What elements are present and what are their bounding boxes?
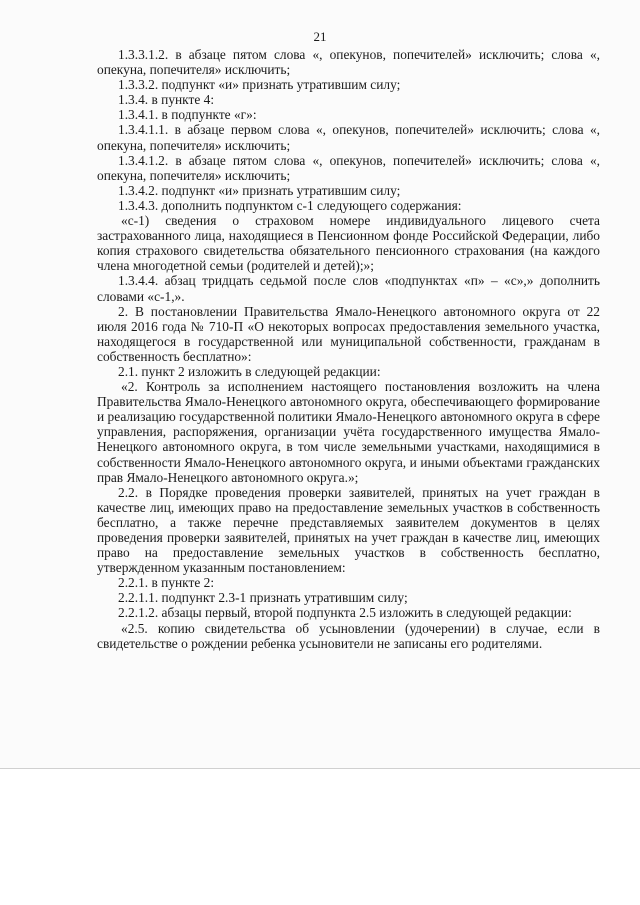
paragraph: 2.2.1.2. абзацы первый, второй подпункта 2.5 изложить в следующей редакции: xyxy=(118,605,572,621)
paragraph: 1.3.4.1.1. в абзаце первом слова «, опекунов, попечителей» исключить; слова «, опекуна, попечителя» исключить; xyxy=(97,122,600,153)
document-body xyxy=(97,47,600,651)
paragraph: 1.3.4. в пункте 4: xyxy=(118,92,215,108)
paragraph: 1.3.3.1.2. в абзаце пятом слова «, опекунов, попечителей» исключить; слова «, опекуна, попечителя» исключить; xyxy=(97,47,600,78)
paragraph: 1.3.3.2. подпункт «и» признать утратившим силу; xyxy=(118,77,401,93)
paragraph: 2.2.1. в пункте 2: xyxy=(118,575,215,591)
paragraph: 1.3.4.1. в подпункте «г»: xyxy=(118,107,257,123)
page-number: 21 xyxy=(313,29,327,44)
paragraph: 2. В постановлении Правительства Ямало-Ненецкого автономного округа от 22 июля 2016 года № 710-П «О некоторых вопросах предоставления земельного участка, находящегося в государственной или муниципальной собственности, гражданам в собственность бесплатно»: xyxy=(97,303,600,364)
quoted-paragraph: «с-1) сведения о страховом номере индивидуального лицевого счета застрахованного лица, находящиеся в Пенсионном фонде Российской Федерации, либо копия страхового свидетельства обязательного пенсионного страхования (на каждого члена многодетной семьи (родителей и детей);»; xyxy=(97,213,600,274)
paragraph: 2.2. в Порядке проведения проверки заявителей, принятых на учет граждан в качестве лиц, имеющих право на предоставление земельных участков в собственность бесплатно, а также перечне представляемых заявителем документов в целях проведения проверки заявителей, принятых на учет граждан в качестве лиц, имеющих право на предоставление земельных участков в собственность бесплатно, утвержденном указанным постановлением: xyxy=(97,484,600,576)
quoted-paragraph: «2. Контроль за исполнением настоящего постановления возложить на члена Правительства Ямало-Ненецкого автономного округа, обеспечивающего формирование и реализацию государственной политики Ямало-Ненецкого автономного округа в сфере управления, распоряжения, организации учёта государственного имущества Ямало-Ненецкого автономного округа, в том числе земельными участками, находящимися в собственности Ямало-Ненецкого автономного округа, и иными объектами гражданских прав Ямало-Ненецкого автономного округа.»; xyxy=(97,379,600,485)
paragraph: 1.3.4.4. абзац тридцать седьмой после слов «подпунктах «п» – «с»,» дополнить словами «с-1,». xyxy=(97,273,600,304)
quoted-paragraph: «2.5. копию свидетельства об усыновлении (удочерении) в случае, если в свидетельстве о рождении ребенка усыновители не записаны его родителями. xyxy=(97,620,600,651)
paragraph: 2.2.1.1. подпункт 2.3-1 признать утратившим силу; xyxy=(118,590,408,606)
paragraph: 2.1. пункт 2 изложить в следующей редакции: xyxy=(118,363,381,379)
paragraph: 1.3.4.3. дополнить подпунктом с-1 следующего содержания: xyxy=(118,197,462,213)
paragraph: 1.3.4.2. подпункт «и» признать утратившим силу; xyxy=(118,182,401,198)
blank-area xyxy=(0,769,640,905)
paragraph: 1.3.4.1.2. в абзаце пятом слова «, опекунов, попечителей» исключить; слова «, опекуна, попечителя» исключить; xyxy=(97,152,600,183)
